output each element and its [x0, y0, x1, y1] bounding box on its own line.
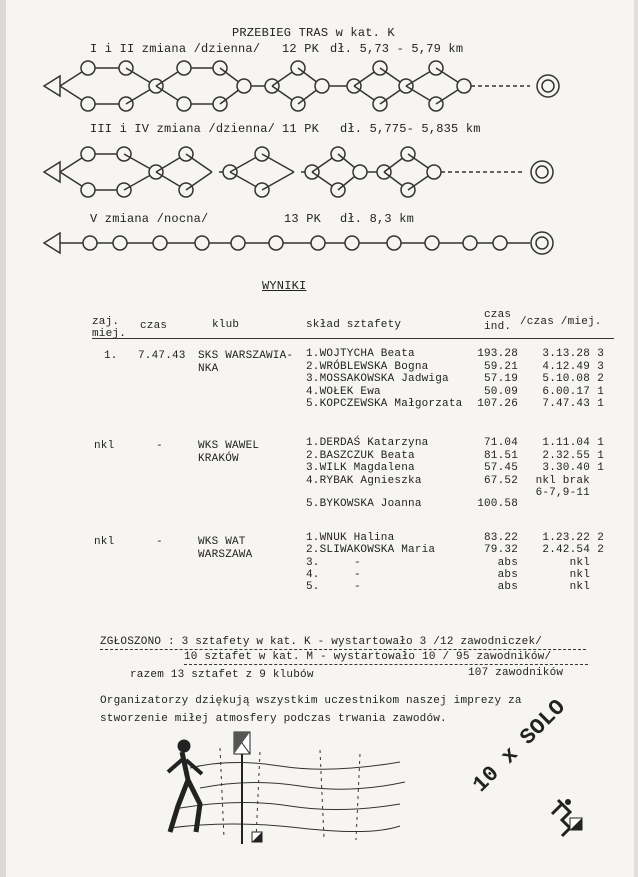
- member-cumulative-time: 4.12.49: [542, 360, 590, 373]
- team3-time: -: [156, 536, 163, 548]
- finish-circle-outer: [537, 75, 559, 97]
- member-position: 2: [597, 544, 604, 557]
- member-cumulative-time: nkl brak: [535, 474, 590, 487]
- member-position: 2: [597, 373, 604, 385]
- control-point: [345, 236, 359, 250]
- member-ind-time: 107.26: [477, 398, 518, 410]
- finish-circle-inner: [536, 237, 548, 249]
- route3-pk: 13 PK: [284, 212, 322, 226]
- finish-circle-inner: [536, 166, 548, 178]
- member-cumulative-time: 1.11.04: [542, 437, 590, 449]
- control-point: [463, 236, 477, 250]
- control-point: [427, 165, 441, 179]
- member-position: 1: [597, 398, 604, 410]
- control-point: [153, 236, 167, 250]
- member-position: 3: [597, 360, 604, 373]
- solo-logo: [548, 796, 586, 842]
- member-cumulative-time: 1.23.22: [542, 532, 590, 544]
- member-name: 5.BYKOWSKA Joanna: [306, 498, 422, 510]
- control-point: [81, 61, 95, 75]
- control-point: [269, 236, 283, 250]
- member-ind-time: 71.04: [483, 437, 518, 449]
- member-ind-time: 100.58: [477, 498, 518, 510]
- control-point: [457, 79, 471, 93]
- control-point: [311, 236, 325, 250]
- member-cumulative-time: nkl: [569, 581, 590, 594]
- control-point: [315, 79, 329, 93]
- member-position: 1: [597, 449, 604, 462]
- member-ind-time: 81.51: [483, 449, 518, 462]
- member-cumulative-time: 2.42.54: [542, 544, 590, 557]
- route-leg: [186, 154, 212, 172]
- member-ind-time: 83.22: [483, 532, 518, 544]
- route1-diagram: [0, 56, 638, 120]
- runner-illustration: [160, 728, 410, 850]
- member-name: 5.KOPCZEWSKA Małgorzata: [306, 398, 463, 410]
- summary-underline1: [100, 649, 586, 650]
- route2-label: III i IV zmiana /dzienna/: [90, 122, 276, 136]
- member-name: 1.DERDAŚ Katarzyna: [306, 437, 429, 449]
- control-point: [425, 236, 439, 250]
- control-point: [113, 236, 127, 250]
- finish-circle-outer: [531, 232, 553, 254]
- summary-line1: ZGŁOSZONO : 3 sztafety w kat. K - wystartowało 3 /12 zawodniczek/: [100, 636, 543, 648]
- member-name: 4.: [306, 568, 320, 581]
- route1-pk: 12 PK: [282, 42, 320, 56]
- control-point: [177, 97, 191, 111]
- member-name: 4.RYBAK Agnieszka: [306, 474, 422, 487]
- member-name: 2.SLIWAKOWSKA Maria: [306, 544, 436, 557]
- route2-diagram: [0, 140, 638, 206]
- member-ind-time: abs: [497, 568, 518, 581]
- route2-distance: dł. 5,775- 5,835 km: [340, 122, 481, 136]
- header-team: skład sztafety: [306, 319, 402, 331]
- header-club: klub: [212, 319, 240, 331]
- finish-circle-outer: [531, 161, 553, 183]
- control-point: [195, 236, 209, 250]
- route-leg: [186, 172, 212, 190]
- member-ind-time: 57.19: [483, 373, 518, 385]
- start-triangle: [44, 76, 60, 96]
- member-ind-time: 57.45: [483, 462, 518, 474]
- member-position: 3: [597, 348, 604, 360]
- member-cumulative-time: 2.32.55: [542, 449, 590, 462]
- route3-diagram: [0, 230, 638, 256]
- member-name: 4.WOŁEK Ewa: [306, 385, 381, 398]
- member-ind-time: 67.52: [483, 474, 518, 487]
- member-position: 2: [597, 532, 604, 544]
- member-ind-time: 193.28: [477, 348, 518, 360]
- member-name: 1.WOJTYCHA Beata: [306, 348, 415, 360]
- control-point: [83, 236, 97, 250]
- team3-club: WKS WAT WARSZAWA: [198, 536, 253, 561]
- control-point: [177, 61, 191, 75]
- scan-edge-left: [0, 0, 6, 877]
- results-title: WYNIKI: [262, 279, 307, 293]
- route1-label: I i II zmiana /dzienna/: [90, 42, 261, 56]
- route3-label: V zmiana /nocna/: [90, 212, 209, 226]
- finish-circle-inner: [542, 80, 554, 92]
- route-leg: [262, 172, 294, 190]
- header-cumulative: /czas /miej.: [520, 316, 602, 328]
- member-missing-dash: -: [354, 568, 361, 581]
- member-name: 3.MOSSAKOWSKA Jadwiga: [306, 373, 449, 385]
- team2-place: nkl: [94, 440, 115, 452]
- thanks-line2: stworzenie miłej atmosfery podczas trwania zawodów.: [100, 713, 447, 725]
- member-name: 2.WRÓBLEWSKA Bogna: [306, 360, 429, 373]
- member-ind-time: abs: [497, 581, 518, 594]
- team2-time: -: [156, 440, 163, 452]
- member-cumulative-time: 6.00.17: [542, 385, 590, 398]
- header-place: zaj. miej.: [92, 316, 127, 340]
- member-missing-dash: -: [354, 581, 361, 594]
- start-triangle: [44, 233, 60, 253]
- member-name: 2.BASZCZUK Beata: [306, 449, 415, 462]
- route2-pk: 11 PK: [282, 122, 320, 136]
- member-ind-time: abs: [497, 556, 518, 569]
- member-ind-time: 79.32: [483, 544, 518, 557]
- summary-line2: 10 sztafet w kat. M - wystartowało 10 / 95 zawodników/: [184, 651, 552, 663]
- member-cumulative-time: 7.47.43: [542, 398, 590, 410]
- team2-club: WKS WAWEL KRAKÓW: [198, 440, 260, 465]
- member-name: 3.: [306, 556, 320, 569]
- control-point: [81, 147, 95, 161]
- summary-total-teams: razem 13 sztafet z 9 klubów: [130, 669, 314, 681]
- start-triangle: [44, 162, 60, 182]
- summary-underline2: [184, 664, 588, 665]
- member-name: 1.WNUK Halina: [306, 532, 395, 544]
- control-point: [231, 236, 245, 250]
- solo-text: 10 x SOLO: [468, 694, 571, 798]
- member-cumulative-time: nkl: [569, 556, 590, 569]
- member-cumulative-time: 3.30.40: [542, 462, 590, 474]
- header-ind-time: czas ind.: [484, 309, 512, 333]
- control-point: [493, 236, 507, 250]
- route3-distance: dł. 8,3 km: [340, 212, 415, 226]
- member-missing-dash: -: [354, 556, 361, 569]
- control-point: [387, 236, 401, 250]
- member-cumulative-time: 6-7,9-11: [535, 487, 590, 499]
- thanks-line1: Organizatorzy dziękują wszystkim uczestnikom naszej imprezy za: [100, 695, 522, 707]
- member-cumulative-time: 3.13.28: [542, 348, 590, 360]
- member-name: 3.WILK Magdalena: [306, 462, 415, 474]
- control-point: [81, 183, 95, 197]
- member-position: 1: [597, 385, 604, 398]
- control-point: [81, 97, 95, 111]
- member-ind-time: 59.21: [483, 360, 518, 373]
- control-point: [237, 79, 251, 93]
- control-point: [353, 165, 367, 179]
- header-time: czas: [140, 320, 168, 332]
- route1-distance: dł. 5,73 - 5,79 km: [330, 42, 464, 56]
- control-flag-icon: [234, 732, 250, 844]
- team1-place: 1.: [104, 350, 118, 362]
- member-name: 5.: [306, 581, 320, 594]
- header-rule: [92, 338, 614, 339]
- route-leg: [262, 154, 294, 172]
- member-cumulative-time: 5.10.08: [542, 373, 590, 385]
- summary-total-athletes: 107 zawodników: [468, 667, 564, 679]
- routes-title: PRZEBIEG TRAS w kat. K: [232, 26, 395, 40]
- member-ind-time: 50.09: [483, 385, 518, 398]
- member-position: 1: [597, 462, 604, 474]
- team1-club: SKS WARSZAWIA- NKA: [198, 350, 294, 375]
- member-position: 1: [597, 437, 604, 449]
- scan-edge-right: [634, 0, 638, 877]
- team3-place: nkl: [94, 536, 115, 548]
- member-cumulative-time: nkl: [569, 568, 590, 581]
- team1-time: 7.47.43: [138, 350, 186, 362]
